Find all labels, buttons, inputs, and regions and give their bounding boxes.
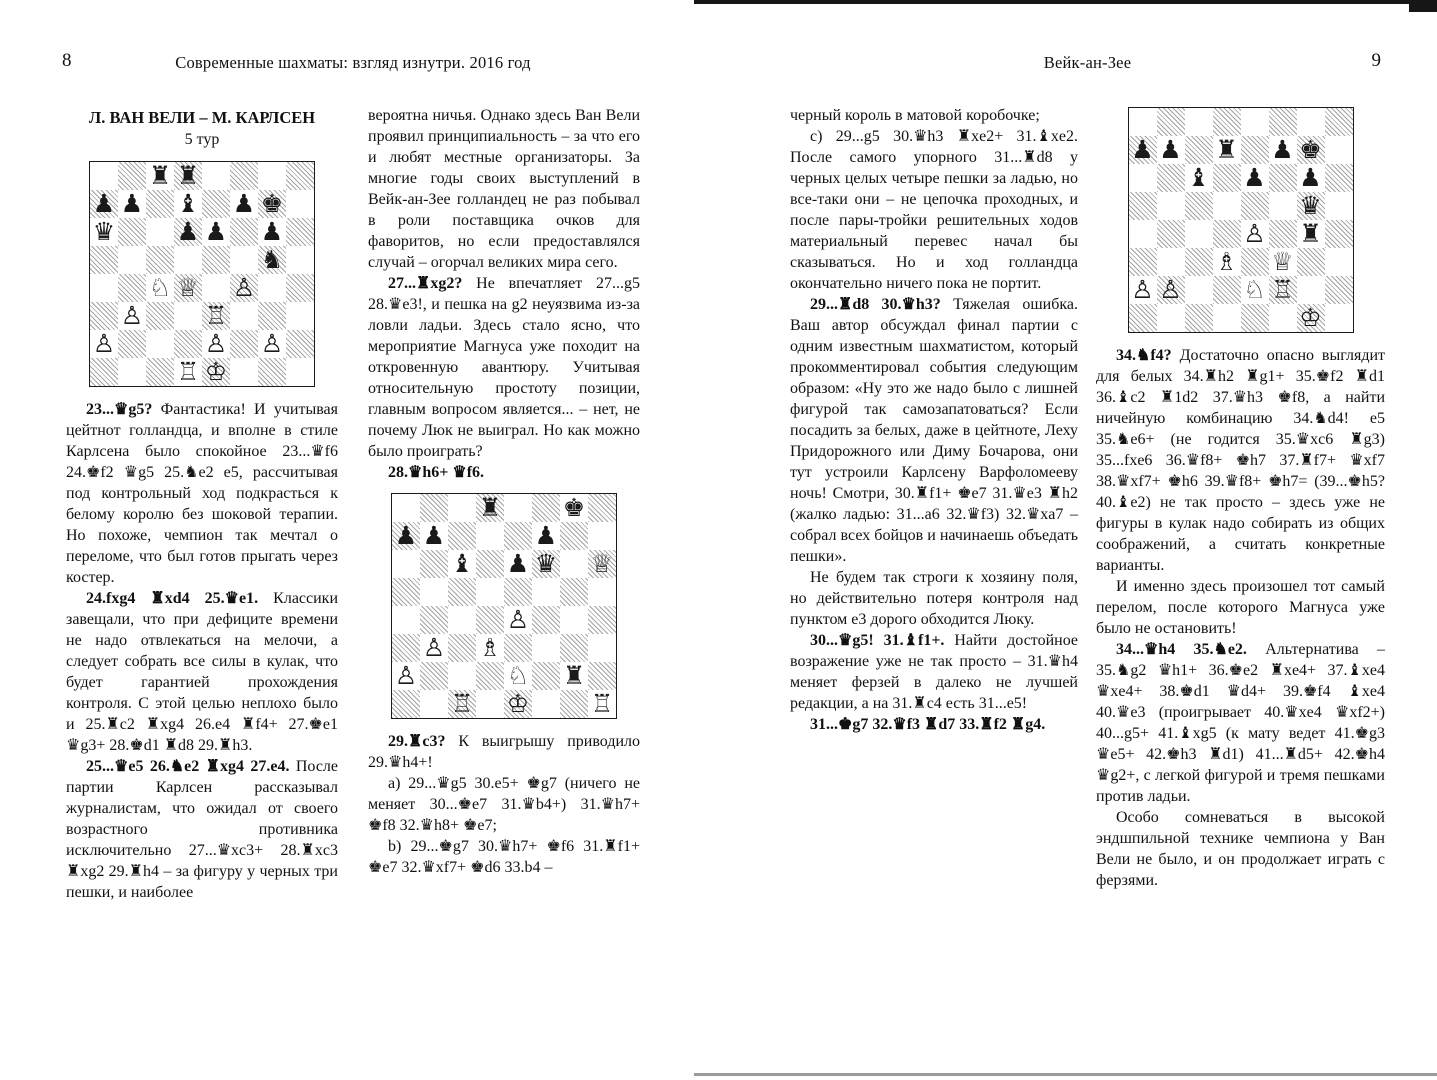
- board-square: [420, 606, 448, 634]
- board-square: [1213, 276, 1241, 304]
- board-square: [532, 578, 560, 606]
- board-square: [230, 162, 258, 190]
- board-square: [588, 662, 616, 690]
- board-square: [286, 330, 314, 358]
- paragraph-text: Найти достойное возражение уже не так просто – 31.♛h4 меняет ферзей в далеко не лучшей редакции, а на 31.♜c4 есть 31...e5!: [790, 632, 1078, 712]
- board-square: [392, 690, 420, 718]
- board-square: ♟: [420, 522, 448, 550]
- board-square: [1129, 192, 1157, 220]
- board-square: [118, 330, 146, 358]
- board-square: [1325, 108, 1353, 136]
- board-square: ♟: [1297, 164, 1325, 192]
- board-square: [1269, 164, 1297, 192]
- board-square: ♙: [230, 274, 258, 302]
- main-move-line: 31...♚g7 32.♛f3 ♜d7 33.♜f2 ♜g4.: [810, 716, 1046, 733]
- board-square: [560, 690, 588, 718]
- board-square: [532, 494, 560, 522]
- board-square: [230, 358, 258, 386]
- board-square: [448, 662, 476, 690]
- board-square: [1325, 136, 1353, 164]
- board-square: [202, 190, 230, 218]
- board-square: [392, 606, 420, 634]
- paragraph: [790, 630, 1078, 714]
- board-square: [1241, 248, 1269, 276]
- board-square: ♔: [202, 358, 230, 386]
- board-square: ♜: [560, 662, 588, 690]
- board-square: [1297, 108, 1325, 136]
- board-square: ♝: [448, 550, 476, 578]
- board-square: ♟: [174, 218, 202, 246]
- board-square: [1157, 108, 1185, 136]
- variation-paragraph: [368, 836, 640, 878]
- board-square: ♚: [1297, 136, 1325, 164]
- page-number-right: 9: [1371, 50, 1381, 71]
- move-lead: 30...♛g5! 31.♝f1+.: [810, 632, 945, 649]
- board-square: [420, 578, 448, 606]
- board-square: [1325, 192, 1353, 220]
- board-square: ♕: [174, 274, 202, 302]
- page9-column-2: [1096, 105, 1385, 891]
- board-square: [476, 578, 504, 606]
- board-square: [1325, 164, 1353, 192]
- board-square: [504, 522, 532, 550]
- board-square: ♙: [420, 634, 448, 662]
- board-square: ♟: [1129, 136, 1157, 164]
- move-lead: 34.♞f4?: [1116, 347, 1172, 364]
- board-square: ♙: [392, 662, 420, 690]
- board-square: [560, 522, 588, 550]
- board-square: [146, 218, 174, 246]
- board-square: [286, 246, 314, 274]
- board-square: [118, 162, 146, 190]
- paragraph-text: Не впечатляет 27...g5 28.♛e3!, и пешка на g2 неуязвима из-за ловли ладьи. Здесь стало ясно, что мероприятие Магнуса уже походит на откровенную авантюру. Учитывая относительную простоту позиции, главным вопросом является... – нет, не почему Люк не выиграл. Но как можно было проиграть?: [368, 275, 641, 460]
- board-square: ♘: [1241, 276, 1269, 304]
- board-square: ♟: [258, 218, 286, 246]
- board-square: [448, 522, 476, 550]
- paragraph-text: Особо сомневаться в высокой эндшпильной технике чемпиона у Ван Вели не было, и он продолжает играть с ферзями.: [1096, 809, 1385, 889]
- board-square: [146, 302, 174, 330]
- board-square: [1325, 276, 1353, 304]
- board-square: [1157, 248, 1185, 276]
- move-lead: 34...♛h4 35.♞e2.: [1116, 641, 1247, 658]
- board-square: ♙: [90, 330, 118, 358]
- board-square: [1185, 276, 1213, 304]
- board-square: [1213, 164, 1241, 192]
- paragraph-text: После партии Карлсен рассказывал журналистам, что ожидал от своего возрастного противника исключительно 27...♛xc3+ 28.♜xc3 ♜xg2 29.♜h4 – за фигуру у черных три пешки, и наиболее: [66, 758, 339, 901]
- chess-diagram-2: [391, 493, 617, 719]
- board-square: [174, 246, 202, 274]
- board-square: ♕: [588, 550, 616, 578]
- board-square: [392, 494, 420, 522]
- variation-paragraph: [368, 773, 640, 836]
- board-square: [202, 162, 230, 190]
- board-square: ♟: [392, 522, 420, 550]
- board-square: [118, 246, 146, 274]
- board-square: [504, 634, 532, 662]
- board-square: [1185, 304, 1213, 332]
- paragraph: [790, 105, 1078, 126]
- board-square: [1241, 304, 1269, 332]
- board-square: [476, 662, 504, 690]
- board-square: [174, 330, 202, 358]
- board-square: ♖: [1269, 276, 1297, 304]
- move-lead: 25...♛e5 26.♞e2 ♜xg4 27.e4.: [86, 758, 290, 775]
- paragraph: [66, 399, 338, 588]
- board-square: [90, 246, 118, 274]
- variation-paragraph: [790, 126, 1078, 294]
- paragraph: [368, 273, 640, 462]
- board-square: [258, 162, 286, 190]
- board-square: [286, 162, 314, 190]
- board-square: [1241, 136, 1269, 164]
- board-square: ♜: [476, 494, 504, 522]
- board-square: ♘: [504, 662, 532, 690]
- board-square: [392, 550, 420, 578]
- board-square: ♟: [1241, 164, 1269, 192]
- game-subtitle: 5 тур: [184, 131, 220, 148]
- board-square: [560, 606, 588, 634]
- paragraph: [1096, 576, 1385, 639]
- paragraph: [66, 588, 338, 756]
- board-square: [258, 358, 286, 386]
- paragraph-text: b) 29...♚g7 30.♛h7+ ♚f6 31.♜f1+ ♚e7 32.♛xf7+ ♚d6 33.b4 –: [368, 838, 640, 876]
- page9-column-1: [790, 105, 1078, 735]
- paragraph: [1096, 807, 1385, 891]
- board-square: ♟: [1269, 136, 1297, 164]
- board-square: ♛: [532, 550, 560, 578]
- board-square: [532, 634, 560, 662]
- paragraph-text: Достаточно опасно выглядит для белых 34.♜h2 ♜g1+ 35.♚f2 ♜d1 36.♝c2 ♜1d2 37.♛h3 ♚f8, а найти ничейную комбинацию 34.♞d4! e5 35.♞e6+ (не годится 35.♛xc6 ♜g3) 35...fxe6 36.♛f8+ ♚h7 37.♜f7+ ♛xf7 38.♛xf7+ ♚h6 39.♛f8+ ♚h7= (39...♚h5? 40.♝e2) не так просто – здесь уже не фигуры в кулак надо собирать из общих соображений, а считать конкретные варианты.: [1096, 347, 1386, 574]
- board-square: [1157, 304, 1185, 332]
- paragraph: [1096, 345, 1385, 576]
- board-square: [1297, 248, 1325, 276]
- board-square: [1325, 304, 1353, 332]
- board-square: [1185, 108, 1213, 136]
- board-square: [1129, 304, 1157, 332]
- board-square: ♜: [1213, 136, 1241, 164]
- move-lead: 27...♜xg2?: [388, 275, 463, 292]
- board-square: [1269, 304, 1297, 332]
- board-square: ♗: [1213, 248, 1241, 276]
- board-square: ♛: [1297, 192, 1325, 220]
- board-square: ♕: [1269, 248, 1297, 276]
- board-square: [286, 274, 314, 302]
- board-square: [1129, 164, 1157, 192]
- board-square: [1213, 220, 1241, 248]
- board-square: ♖: [448, 690, 476, 718]
- board-square: [420, 494, 448, 522]
- board-square: [286, 358, 314, 386]
- board-square: ♝: [174, 190, 202, 218]
- paragraph: [66, 756, 338, 903]
- board-square: [504, 578, 532, 606]
- board-square: ♛: [90, 218, 118, 246]
- board-square: ♘: [146, 274, 174, 302]
- board-square: ♜: [146, 162, 174, 190]
- board-square: [146, 246, 174, 274]
- running-head-right: Вейк-ан-Зее: [1043, 53, 1132, 72]
- board-square: ♟: [1157, 136, 1185, 164]
- board-square: [230, 246, 258, 274]
- board-square: [1213, 192, 1241, 220]
- board-square: [448, 634, 476, 662]
- board-square: ♞: [258, 246, 286, 274]
- board-square: [588, 522, 616, 550]
- paragraph: [368, 105, 640, 273]
- board-square: ♙: [1157, 276, 1185, 304]
- paragraph-text: c) 29...g5 30.♛h3 ♜xe2+ 31.♝xe2. После самого упорного 31...♜d8 у черных целых четыре пешки за ладью, но все-таки они – не цепочка проходных, и после пары-тройки решительных ходов материальный перевес начал бы сказываться. Но и ход голландца окончательно ничего пока не портит.: [790, 128, 1078, 292]
- board-square: [1129, 220, 1157, 248]
- chess-diagram-1: [89, 161, 315, 387]
- board-square: ♙: [258, 330, 286, 358]
- board-square: [1157, 220, 1185, 248]
- board-square: ♟: [90, 190, 118, 218]
- board-square: [1157, 164, 1185, 192]
- board-square: [1213, 304, 1241, 332]
- board-square: [174, 302, 202, 330]
- page8-column-2: [368, 105, 640, 878]
- main-move-line: 28.♛h6+ ♛f6.: [388, 464, 485, 481]
- move-lead: 29.♜c3?: [388, 733, 446, 750]
- board-square: ♟: [504, 550, 532, 578]
- board-square: [420, 550, 448, 578]
- board-square: [1185, 192, 1213, 220]
- board-square: [230, 330, 258, 358]
- scan-artifact-top-edge: [694, 0, 1437, 4]
- board-square: [560, 550, 588, 578]
- board-square: [476, 550, 504, 578]
- paragraph-text: Альтернатива – 35.♞g2 ♛h1+ 36.♚e2 ♜xe4+ 37.♝xe4 ♛xe4+ 38.♚d1 ♛d4+ 39.♚f4 ♝xe4 40.♛e3 (проигрывает 40.♛xe4 ♛xf2+) 40...g5+ 41.♝xg5 (к мату ведет 41.♚g3 ♛e5+ 42.♚h3 ♜d1) 41...♜d5+ 42.♚h4 ♛g2+, с легкой фигурой и тремя пешками против ладьи.: [1096, 641, 1386, 805]
- paragraph-text: И именно здесь произошел тот самый перелом, после которого Магнуса уже было не остановить!: [1096, 578, 1385, 637]
- board-square: [476, 606, 504, 634]
- board-square: ♙: [1241, 220, 1269, 248]
- board-square: ♙: [1129, 276, 1157, 304]
- board-square: [448, 494, 476, 522]
- board-square: ♚: [258, 190, 286, 218]
- board-square: [1185, 136, 1213, 164]
- board-square: ♜: [174, 162, 202, 190]
- board-square: [90, 162, 118, 190]
- paragraph: [790, 567, 1078, 630]
- move-lead: 24.fxg4 ♜xd4 25.♛e1.: [86, 590, 259, 607]
- board-square: ♟: [202, 218, 230, 246]
- board-square: [146, 358, 174, 386]
- board-square: [1269, 220, 1297, 248]
- board-square: [1269, 192, 1297, 220]
- board-square: ♚: [560, 494, 588, 522]
- board-square: [258, 274, 286, 302]
- board-square: [286, 190, 314, 218]
- board-square: [1269, 108, 1297, 136]
- paragraph-text: Фантастика! И учитывая цейтнот голландца, и вполне в стиле Карлсена было спокойное 23...♛f6 24.♚f2 ♛g5 25.♞e2 e5, рассчитывая под контрольный ход подкрасться к белому королю без шоковой терапии. Но похоже, чемпион так мечтал о переломе, что был готов прыгать через костер.: [66, 401, 339, 586]
- board-square: ♖: [588, 690, 616, 718]
- scan-artifact-bottom-edge: [694, 1073, 1437, 1076]
- board-square: [588, 494, 616, 522]
- board-square: ♟: [230, 190, 258, 218]
- paragraph-text: К выигрышу приводило 29.♛h4+!: [368, 733, 640, 771]
- board-square: [392, 578, 420, 606]
- paragraph-text: черный король в матовой коробочке;: [790, 107, 1040, 124]
- board-square: [90, 358, 118, 386]
- page8-column-1: [66, 105, 338, 903]
- board-square: [146, 330, 174, 358]
- paragraph-text: вероятна ничья. Однако здесь Ван Вели проявил принципиальность – за что его и любят местные организаторы. За многие годы своих выступлений в Вейк-ан-Зее голландец не раз побывал в роли поставщика очков для фаворитов, но если предоставлялся случай – огорчал великих мира сего.: [368, 107, 640, 271]
- board-square: ♝: [1185, 164, 1213, 192]
- board-square: [532, 690, 560, 718]
- board-square: [448, 606, 476, 634]
- paragraph: [1096, 639, 1385, 807]
- board-square: ♟: [118, 190, 146, 218]
- board-square: ♖: [174, 358, 202, 386]
- board-square: ♙: [202, 330, 230, 358]
- board-square: [1129, 108, 1157, 136]
- board-square: [1185, 248, 1213, 276]
- board-square: [1325, 220, 1353, 248]
- board-square: [202, 246, 230, 274]
- board-square: [476, 522, 504, 550]
- board-square: [532, 662, 560, 690]
- game-title: Л. ВАН ВЕЛИ – М. КАРЛСЕН: [88, 108, 316, 127]
- board-square: [560, 578, 588, 606]
- board-square: [420, 662, 448, 690]
- board-square: [1241, 108, 1269, 136]
- board-square: [286, 302, 314, 330]
- chess-diagram-3: [1128, 107, 1354, 333]
- board-square: ♜: [1297, 220, 1325, 248]
- board-square: ♙: [504, 606, 532, 634]
- board-square: [230, 302, 258, 330]
- board-square: [392, 634, 420, 662]
- board-square: [118, 274, 146, 302]
- board-square: [588, 606, 616, 634]
- board-square: ♟: [532, 522, 560, 550]
- running-head-left: Современные шахматы: взгляд изнутри. 2016 год: [175, 53, 531, 72]
- board-square: ♗: [476, 634, 504, 662]
- move-lead: 29...♜d8 30.♛h3?: [810, 296, 941, 313]
- board-square: [230, 218, 258, 246]
- board-square: [286, 218, 314, 246]
- board-square: [588, 578, 616, 606]
- board-square: [532, 606, 560, 634]
- board-square: [202, 274, 230, 302]
- board-square: [90, 302, 118, 330]
- board-square: [146, 190, 174, 218]
- board-square: [118, 218, 146, 246]
- board-square: [420, 690, 448, 718]
- paragraph: [368, 731, 640, 773]
- board-square: [1129, 248, 1157, 276]
- board-square: [118, 358, 146, 386]
- paragraph-text: a) 29...♛g5 30.e5+ ♚g7 (ничего не меняет 30...♚e7 31.♛b4+) 31.♛h7+ ♚f8 32.♛h8+ ♚e7;: [368, 775, 640, 834]
- board-square: [1213, 108, 1241, 136]
- board-square: [476, 690, 504, 718]
- board-square: [1157, 192, 1185, 220]
- board-square: ♖: [202, 302, 230, 330]
- board-square: [504, 494, 532, 522]
- board-square: [1297, 276, 1325, 304]
- paragraph: [790, 294, 1078, 567]
- board-square: [448, 578, 476, 606]
- move-lead: 23...♛g5?: [86, 401, 153, 418]
- paragraph-text: Тяжелая ошибка. Ваш автор обсуждал финал партии с одним известным шахматистом, который прокомментировал события следующим образом: «Ну это же надо было с лишней фигурой так самозапатоваться? Если посадить за белых, даже в цейтноте, Леху Придорожного или Диму Бочарова, они тут устроили Карлсену Варфоломееву ночь! Смотри, 30.♜f1+ ♚e7 31.♛e3 ♜h2 (жалко ладью: 31...a6 32.♛f3) 32.♛xa7 – собрал всех бойцов и начинаешь объедать пешки».: [790, 296, 1078, 565]
- paragraph-text: Не будем так строги к хозяину поля, но действительно потеря контроля над пунктом e3 дорого обходится Люку.: [790, 569, 1078, 628]
- board-square: ♔: [504, 690, 532, 718]
- scan-artifact-corner: [1409, 0, 1437, 12]
- board-square: [258, 302, 286, 330]
- paragraph-text: Классики завещали, что при дефиците времени не надо отвлекаться на мелочи, а следует собрать все силы в кулак, что будет гарантией прохождения контроля. С этой целью неплохо было и 25.♜c2 ♜xg4 26.e4 ♜f4+ 27.♚e1 ♛g3+ 28.♚d1 ♜d8 29.♜h3.: [66, 590, 339, 754]
- page-number-left: 8: [62, 50, 72, 71]
- board-square: [1185, 220, 1213, 248]
- board-square: [90, 274, 118, 302]
- board-square: ♔: [1297, 304, 1325, 332]
- board-square: [588, 634, 616, 662]
- board-square: [1325, 248, 1353, 276]
- board-square: [1241, 192, 1269, 220]
- board-square: ♙: [118, 302, 146, 330]
- board-square: [560, 634, 588, 662]
